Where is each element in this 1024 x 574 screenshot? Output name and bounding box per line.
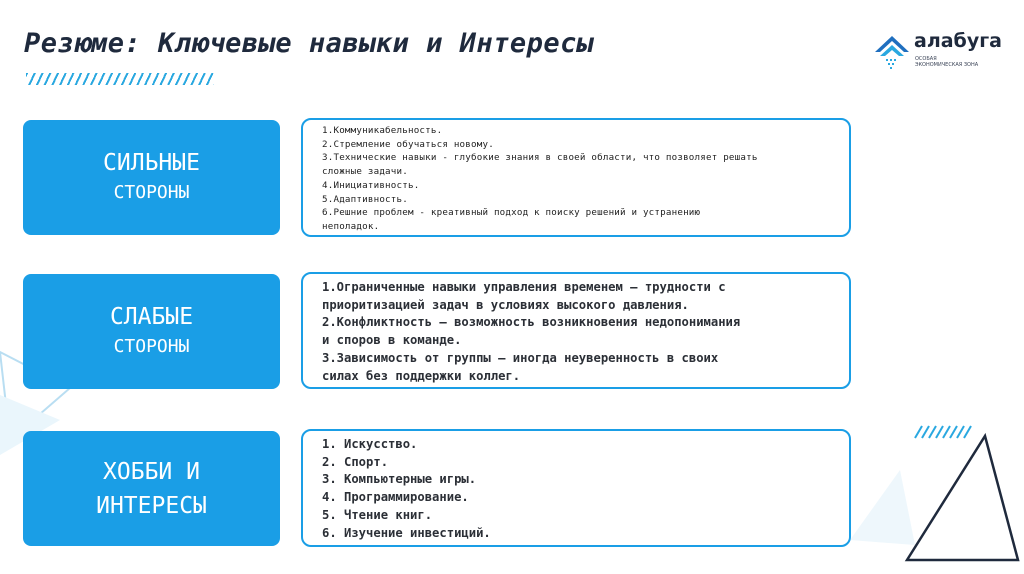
list-item: 6. Изучение инвестиций. xyxy=(322,525,491,540)
hobbies-list-box xyxy=(301,429,851,547)
weaknesses-label-line1: СЛАБЫЕ xyxy=(109,303,194,330)
list-item: 2.Стремление обучаться новому. xyxy=(322,138,494,150)
list-item: силах без поддержки коллег. xyxy=(322,368,521,383)
logo-subtitle: ОСОБАЯ ЭКОНОМИЧЕСКАЯ ЗОНА xyxy=(915,56,979,68)
list-item: 4.Инициативность. xyxy=(322,179,420,191)
triangle-right xyxy=(907,436,1018,560)
strengths-label-box xyxy=(23,120,280,235)
list-item: 1. Искусство. xyxy=(322,437,418,451)
triangle-right-faint xyxy=(850,470,915,545)
list-item: приоритизацией задач в условиях высокого давления. xyxy=(322,297,689,312)
strengths-label-line1: СИЛЬНЫЕ xyxy=(103,149,200,176)
list-item: 5.Адаптивность. xyxy=(322,193,408,205)
list-item: и споров в команде. xyxy=(322,333,462,348)
list-item: 2. Спорт. xyxy=(322,454,389,469)
strengths-label-line2: СТОРОНЫ xyxy=(113,181,190,203)
list-item: 6.Решние проблем - креативный подход к поиску решений и устранению xyxy=(322,207,701,219)
strengths-list-box xyxy=(301,118,851,237)
list-item: сложные задачи. xyxy=(322,166,408,178)
hobbies-label-box xyxy=(23,431,280,546)
logo-wordmark: алабуга xyxy=(914,30,1002,52)
list-item: 1.Коммуникабельность. xyxy=(322,125,443,136)
stripes-right xyxy=(915,426,971,438)
alabuga-logo-icon xyxy=(872,30,912,70)
list-item: 3.Зависимость от группы — иногда неуверенность в своих xyxy=(322,350,719,365)
page-title: Резюме: Ключевые навыки и Интересы xyxy=(24,28,594,59)
weaknesses-label-box xyxy=(23,274,280,389)
company-logo xyxy=(872,28,1002,88)
hobbies-label-line2: ИНТЕРЕСЫ xyxy=(96,492,207,519)
weaknesses-label-line2: СТОРОНЫ xyxy=(113,335,190,357)
hobbies-label-line1: ХОББИ И xyxy=(103,458,200,485)
title-underline-stripes xyxy=(26,73,214,85)
list-item: 4. Программирование. xyxy=(322,490,469,505)
list-item: 5. Чтение книг. xyxy=(322,507,433,522)
list-item: 2.Конфликтность — возможность возникновения недопонимания xyxy=(322,315,741,330)
list-item: 3. Компьютерные игры. xyxy=(322,472,477,487)
list-item: 1.Ограниченные навыки управления временем — трудности с xyxy=(322,280,726,294)
list-item: неполадок. xyxy=(322,220,380,232)
list-item: 3.Технические навыки - глубокие знания в своей области, что позволяет решать xyxy=(322,152,758,164)
weaknesses-list-box xyxy=(301,272,851,389)
